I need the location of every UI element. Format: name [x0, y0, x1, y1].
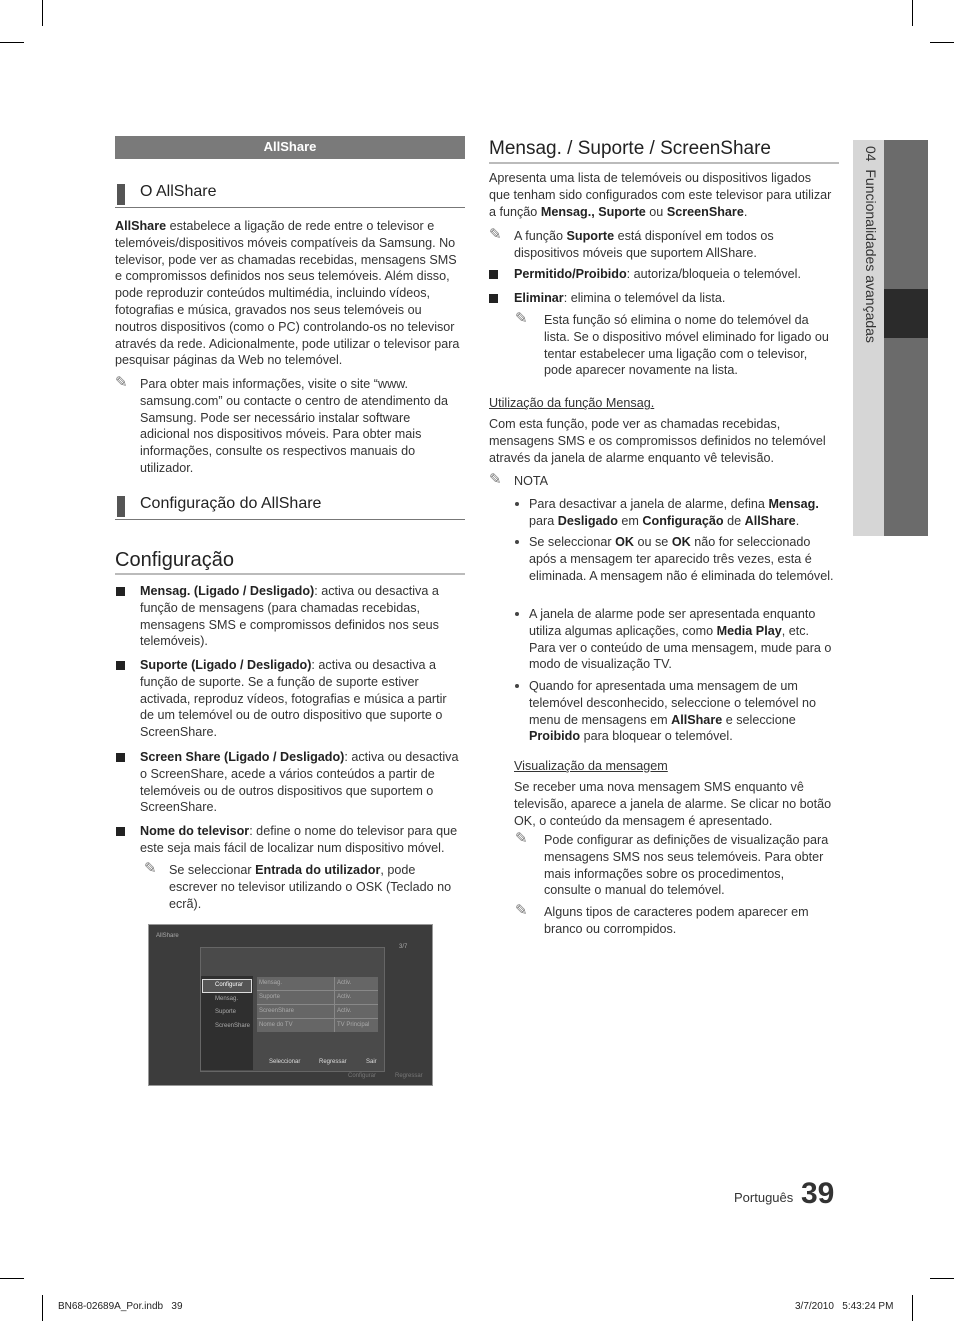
footer-language: Português [734, 1190, 794, 1205]
util-heading: Utilização da função Mensag. [489, 396, 655, 410]
tv-row-label: Mensag. [259, 980, 283, 986]
note-pencil-icon: ✎ [515, 830, 528, 847]
item-eliminar: Eliminar: elimina o telemóvel da lista. [514, 291, 726, 305]
slug-datetime: 3/7/2010 5:43:24 PM [795, 1301, 894, 1312]
tv-menu-screenshot [148, 924, 433, 1086]
tv-bottom-config: Configurar [348, 1073, 377, 1079]
bullet-dot-icon [515, 540, 519, 544]
tv-row-value: Activ. [337, 980, 352, 986]
nota-bullet: Se seleccionar OK ou se OK não for seleccionado após a mensagem ter aparecido três vezes, esta é eliminada. A mensagem não é eliminada do telemóvel. [529, 535, 834, 583]
bullet-square-icon [116, 661, 125, 670]
allshare-intro-paragraph: AllShare estabelece a ligação de rede entre o televisor e telemóveis/dispositivos móveis compatíveis da Samsung. No televisor, pode ver as chamadas recebidas, mensagens SMS e compromissos definidos nos seus telemóveis. Além disso, pode reproduzir conteúdos multimédia, incluindo vídeos, fotografias e música, gravados nos seus telemóveis ou noutros dispositivos (como o PC) controlando-os no televisor através da rede. Adicionalmente, pode utilizar o televisor para pesquisar páginas da Web no telemóvel. [115, 219, 460, 368]
tv-footer-return: Regressar [319, 1059, 347, 1065]
allshare-note: Para obter mais informações, visite o site “www. samsung.com” ou contacte o centro de atendimento da Samsung. Pode ser necessário instalar software adicional nos dispositivos móveis. Para obter mais informações, consulte os respectivos manuais do utilizador. [140, 377, 449, 475]
heading-mensag-suporte-screenshare: Mensag. / Suporte / ScreenShare [489, 138, 839, 164]
bullet-square-icon [116, 753, 125, 762]
tv-menu-window [200, 947, 385, 1072]
tv-footer-exit: Sair [366, 1059, 377, 1065]
visual-note: Pode configurar as definições de visualização para mensagens SMS nos seus telemóveis. Para obter mais informações sobre os procedimentos, consulte o manual do telemóvel. [544, 833, 829, 898]
util-paragraph: Com esta função, pode ver as chamadas recebidas, mensagens SMS e os compromissos definidos no telemóvel através da janela de alarme enquanto vê televisão. [489, 417, 826, 465]
nota-bullet: Quando for apresentada uma mensagem de um telemóvel desconhecido, seleccione o telemóvel no menu de mensagens em AllShare e seleccione Proibido para bloquear o telemóvel. [529, 679, 817, 744]
bullet-square-icon [116, 587, 125, 596]
note-pencil-icon: ✎ [515, 310, 528, 327]
tv-row-label: Suporte [259, 994, 281, 1000]
bullet-dot-icon [515, 612, 519, 616]
config-item-screenshare: Screen Share (Ligado / Desligado): activa ou desactiva o ScreenShare, acede a vários conteúdos a partir de telemóveis ou de outros dispositivos que suportem o ScreenShare. [140, 750, 459, 815]
tv-menu-item: Suporte [215, 1009, 237, 1015]
tv-footer-select: Seleccionar [269, 1059, 301, 1065]
tv-settings-table [257, 977, 378, 1032]
config-item-suporte: Suporte (Ligado / Desligado): activa ou desactiva a função de suporte. Se a função de suporte estiver activada, reproduz vídeos, fotografias e música a partir de um telemóvel ou de outro dispositivo que suporte o ScreenShare. [140, 658, 447, 740]
slug-filename: BN68-02689A_Por.indb 39 [58, 1301, 183, 1312]
section-bar: AllShare [115, 136, 465, 159]
visual-heading: Visualização da mensagem [514, 759, 668, 773]
tv-row-value: TV Principal [337, 1022, 370, 1028]
tv-menu-item: Configurar [215, 982, 244, 988]
config-item-nome: Nome do televisor: define o nome do televisor para que este seja mais fácil de localizar num dispositivo móvel. [140, 824, 458, 855]
nota-bullet: A janela de alarme pode ser apresentada enquanto utiliza algumas aplicações, como Media Play, etc. Para ver o conteúdo de uma mensagem, mude para o modo de visualização TV. [529, 607, 832, 672]
tv-row-label: Nome do TV [259, 1022, 293, 1028]
subheading-config-allshare: Configuração do AllShare [115, 495, 465, 520]
tv-row-value: Activ. [337, 1008, 352, 1014]
tv-page: 3/7 [399, 944, 408, 950]
chapter-tab [853, 140, 884, 536]
tv-row-value: Activ. [337, 994, 352, 1000]
note-pencil-icon: ✎ [115, 374, 128, 391]
subheading-o-allshare: O AllShare [115, 183, 465, 208]
page-number: 39 [801, 1177, 835, 1210]
bullet-dot-icon [515, 684, 519, 688]
nota-label: NOTA [514, 474, 549, 488]
note-pencil-icon: ✎ [489, 226, 502, 243]
tv-menu-item: ScreenShare [215, 1023, 251, 1029]
tab-strip-active [884, 289, 928, 338]
visual-note: Alguns tipos de caracteres podem aparecer em branco ou corrompidos. [544, 905, 809, 936]
visual-paragraph: Se receber uma nova mensagem SMS enquanto vê televisão, aparece a janela de alarme. Se clicar no botão OK, o conteúdo da mensagem é apresentado. [514, 780, 832, 828]
item-permitido: Permitido/Proibido: autoriza/bloqueia o telemóvel. [514, 267, 801, 281]
nota-bullet: Para desactivar a janela de alarme, defina Mensag. para Desligado em Configuração de AllShare. [529, 497, 819, 528]
eliminar-note: Esta função só elimina o nome do telemóvel da lista. Se o dispositivo móvel eliminado for ligado ou tentar estabelecer uma ligação com o televisor, pode aparecer novamente na lista. [544, 313, 829, 378]
note-pencil-icon: ✎ [489, 471, 502, 488]
config-note: Se seleccionar Entrada do utilizador, pode escrever no televisor utilizando o OSK (Teclado no ecrã). [169, 863, 452, 911]
chapter-label: Funcionalidades avançadas [863, 169, 879, 343]
bullet-square-icon [489, 270, 498, 279]
note-pencil-icon: ✎ [515, 902, 528, 919]
right-note-suporte: A função Suporte está disponível em todos os dispositivos móveis que suportem AllShare. [514, 229, 774, 260]
bullet-dot-icon [515, 502, 519, 506]
right-intro: Apresenta uma lista de telemóveis ou dispositivos ligados que tenham sido configurados com este televisor para utilizar a função Mensag., Suporte ou ScreenShare. [489, 171, 832, 219]
tab-strip-lower [884, 338, 928, 536]
bullet-square-icon [489, 294, 498, 303]
note-pencil-icon: ✎ [144, 860, 157, 877]
config-item-mensag: Mensag. (Ligado / Desligado): activa ou desactiva a função de mensagens (para chamadas recebidas, mensagens SMS e compromissos definidos nos seus telemóveis). [140, 584, 439, 649]
tv-row-label: ScreenShare [259, 1008, 295, 1014]
bullet-square-icon [116, 827, 125, 836]
tv-bottom-return: Regressar [395, 1073, 423, 1079]
heading-configuracao: Configuração [115, 549, 465, 575]
chapter-number: 04 [863, 146, 879, 162]
tv-menu-item: Mensag. [215, 996, 239, 1002]
tv-title: AllShare [156, 933, 179, 939]
tab-strip-upper [884, 140, 928, 289]
